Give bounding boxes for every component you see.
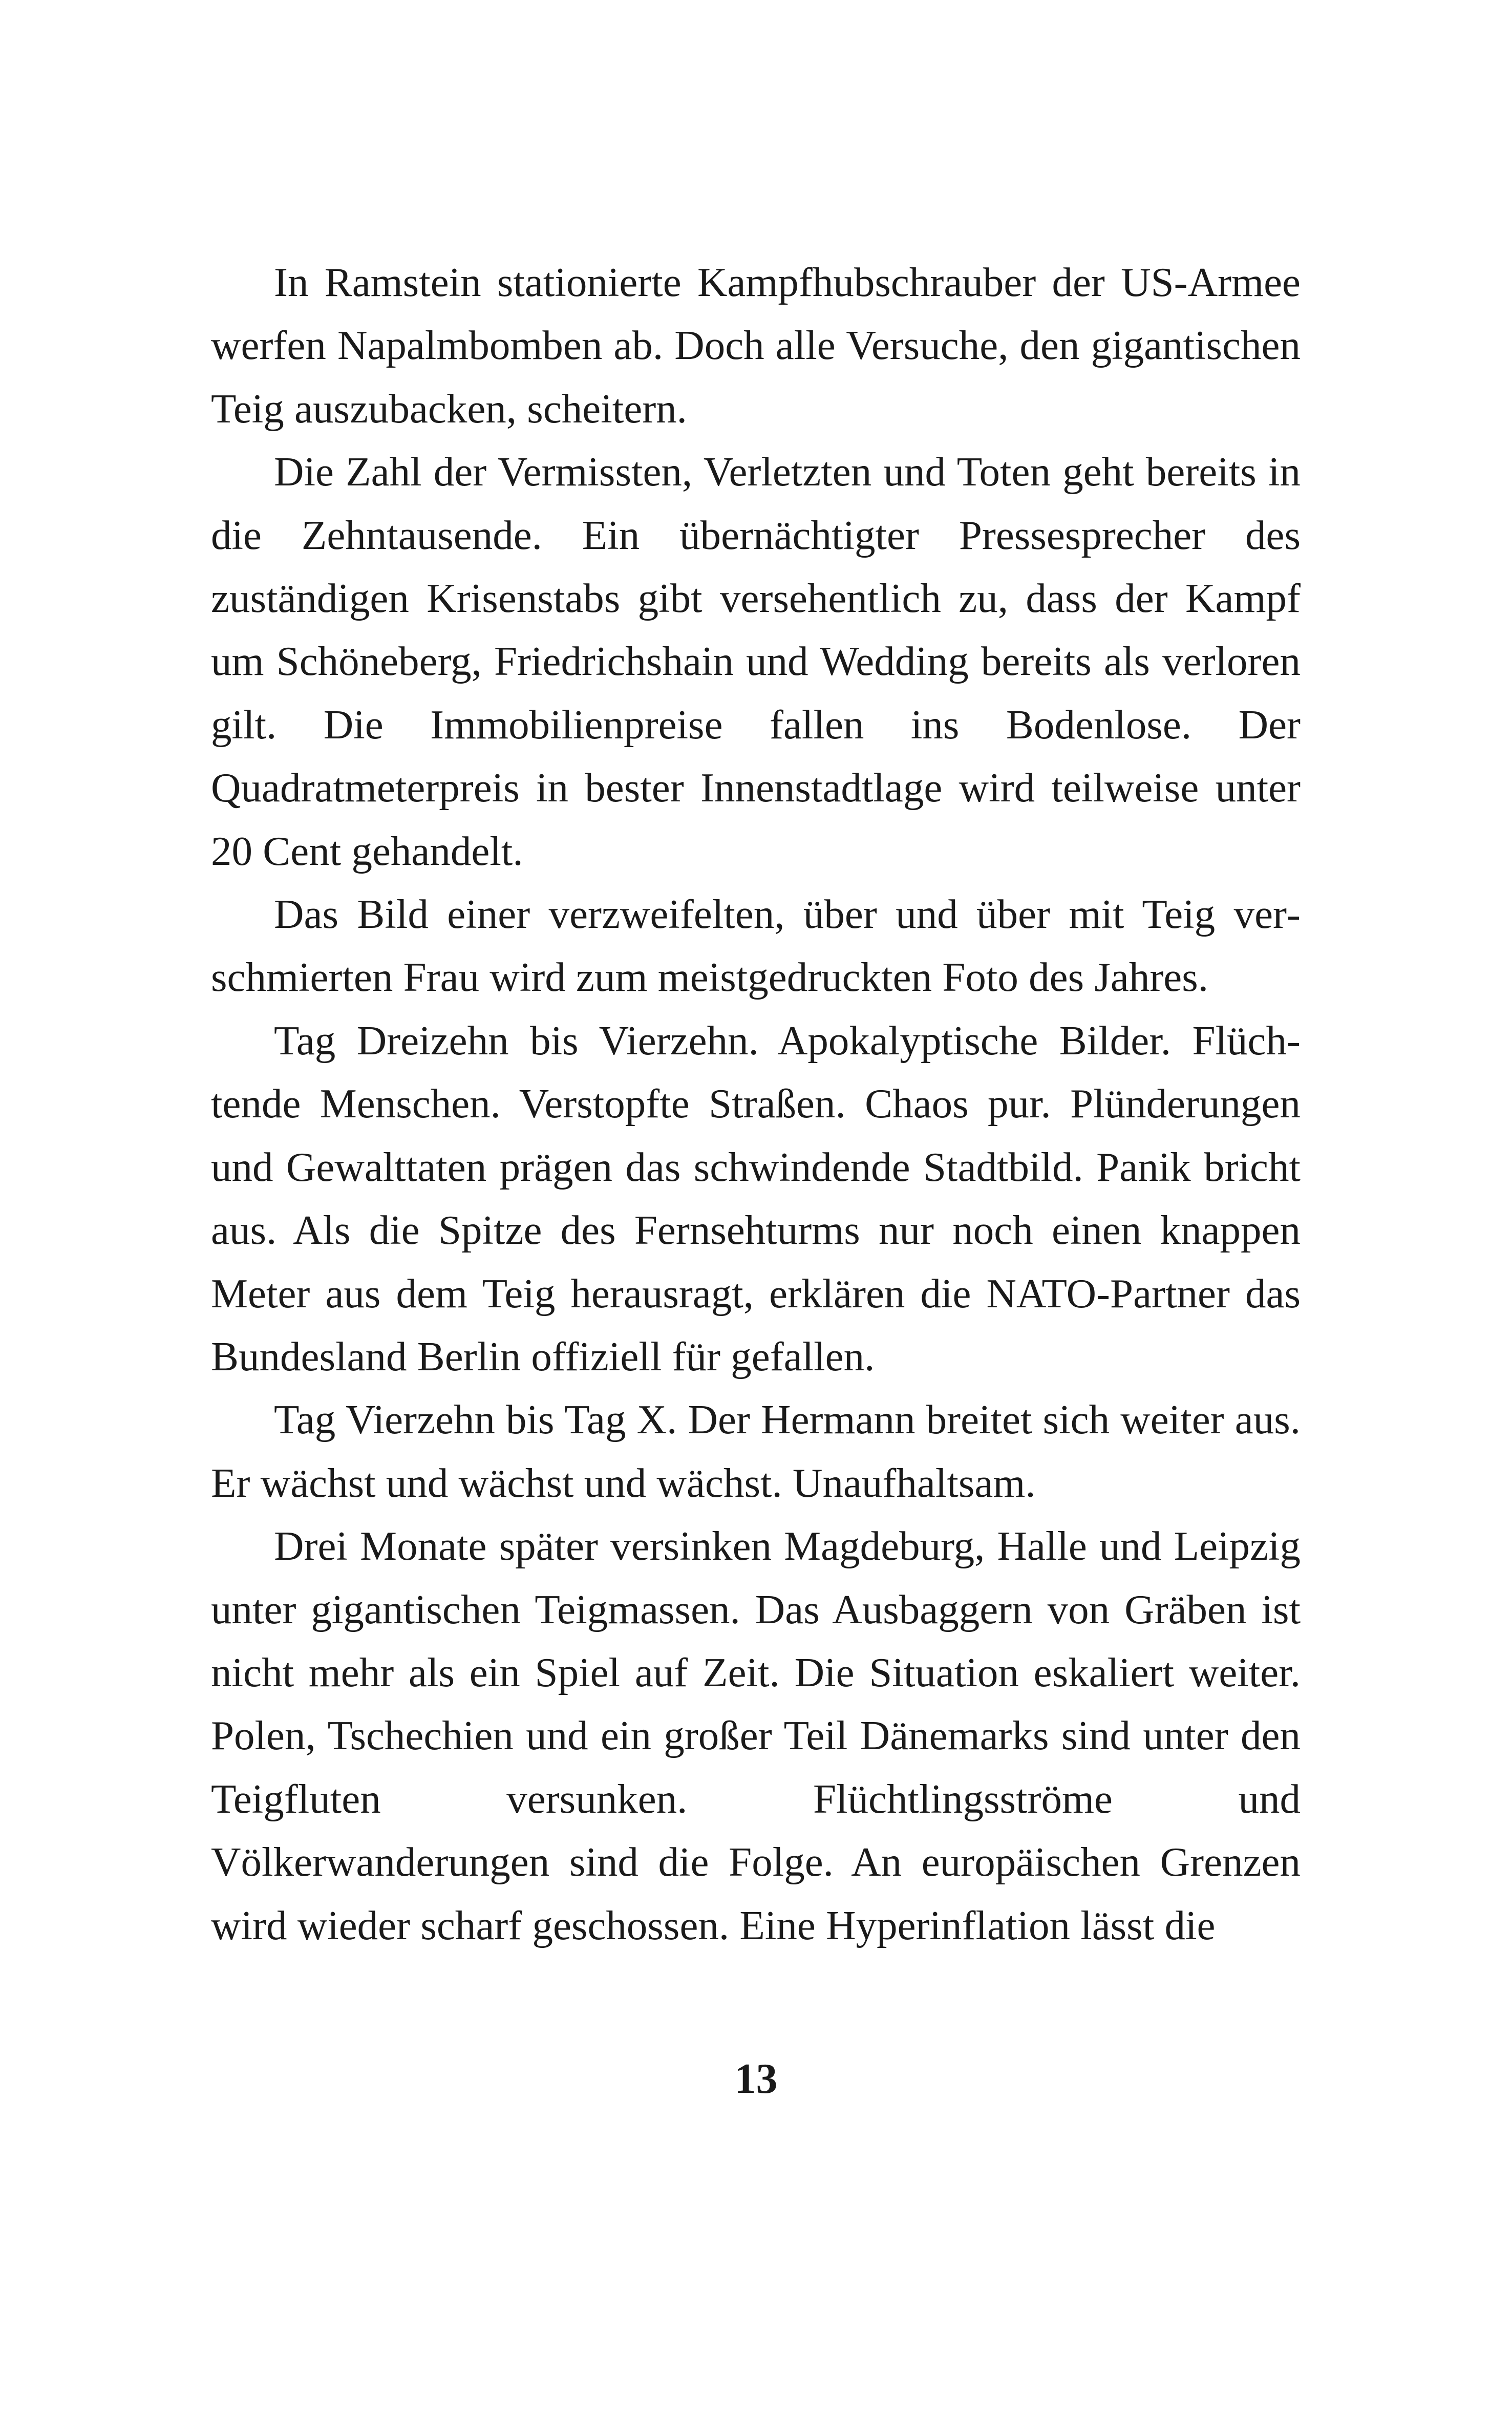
paragraph: Tag Dreizehn bis Vierzehn. Apokalyptische Bilder. Flüchtende Menschen. Verstopfte Straßen. Chaos pur. Plünderungen und Gewalttaten prägen das schwindende Stadtbild. Panik bricht aus. Als die Spitze des Fernsehturms nur noch einen knappen Meter aus dem Teig herausragt, erklären die NATO-Partner das Bundesland Berlin offiziell für gefallen. — [211, 1017, 1301, 1380]
paragraph: Die Zahl der Vermissten, Verletzten und Toten geht bereits in die Zehntausende. Ein übernächtigter Pressesprecher des zuständigen Krisenstabs gibt versehentlich zu, dass der Kampf um Schöneberg, Friedrichshain und Wedding bereits als verloren gilt. Die Immobilienpreise fallen ins Bodenlose. Der Quadratmeterpreis in bester Innenstadtlage wird teilweise unter 20 Cent gehandelt. — [211, 449, 1301, 874]
paragraph: Drei Monate später versinken Magdeburg, Halle und Leipzig unter gigantischen Teigmassen. Das Ausbaggern von Gräben ist nicht mehr als ein Spiel auf Zeit. Die Situation eskaliert weiter. Polen, Tschechien und ein großer Teil Dänemarks sind unter den Teigfluten versunken. Flüchtlingsströme und Völkerwanderungen sind die Folge. An europäischen Grenzen wird wieder scharf geschossen. Eine Hyperinflation lässt die — [211, 1523, 1301, 1948]
paragraph: Das Bild einer verzweifelten, über und über mit Teig verschmierten Frau wird zum meistgedruckten Foto des Jahres. — [211, 891, 1301, 1001]
page-number: 13 — [734, 2055, 778, 2103]
paragraph: In Ramstein stationierte Kampfhubschrauber der US-Armee werfen Napalmbomben ab. Doch alle Versuche, den gigantischen Teig auszubacken, scheitern. — [211, 259, 1301, 432]
page-body — [211, 251, 1301, 1957]
paragraph: Tag Vierzehn bis Tag X. Der Hermann breitet sich weiter aus. Er wächst und wächst und wächst. Unaufhaltsam. — [211, 1396, 1301, 1506]
